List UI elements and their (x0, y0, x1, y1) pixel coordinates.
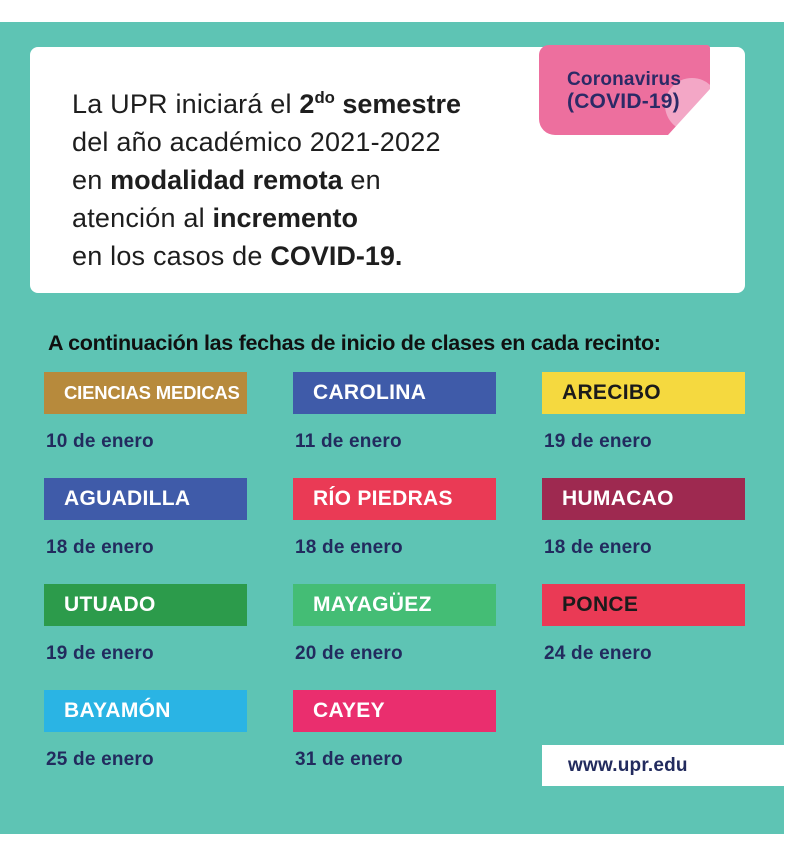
campus-badge: CIENCIAS MEDICAS (44, 372, 247, 414)
campus-start-date: 18 de enero (295, 537, 403, 558)
campus-badge: RÍO PIEDRAS (293, 478, 496, 520)
coronavirus-sticker (539, 45, 710, 135)
campus-cell (542, 478, 745, 584)
campus-start-date: 18 de enero (544, 537, 652, 558)
intro-line1: La UPR iniciará el $2^{do}$ semestre (72, 88, 461, 119)
intro-line4: atención al incremento (72, 203, 359, 233)
campus-cell (293, 690, 496, 796)
campus-grid (44, 372, 745, 796)
intro-line5: en los casos de COVID-19. (72, 241, 403, 271)
campus-start-date: 20 de enero (295, 643, 403, 664)
campus-badge: MAYAGÜEZ (293, 584, 496, 626)
campus-cell (44, 478, 247, 584)
campus-cell (44, 690, 247, 796)
campus-start-date: 18 de enero (46, 537, 154, 558)
campus-start-date: 19 de enero (544, 431, 652, 452)
sticker-line1: Coronavirus (567, 69, 682, 90)
sticker-label (567, 69, 681, 113)
campus-start-date: 10 de enero (46, 431, 154, 452)
campus-cell (293, 584, 496, 690)
campus-cell (542, 584, 745, 690)
campus-badge: CAROLINA (293, 372, 496, 414)
sticker-line2: (COVID-19) (567, 90, 680, 113)
campus-start-date: 24 de enero (544, 643, 652, 664)
campus-badge: HUMACAO (542, 478, 745, 520)
campus-badge: PONCE (542, 584, 745, 626)
campus-cell (44, 584, 247, 690)
campus-cell (293, 372, 496, 478)
intro-line3: en modalidad remota en (72, 165, 381, 195)
campus-badge: AGUADILLA (44, 478, 247, 520)
campus-start-date: 31 de enero (295, 749, 403, 770)
campus-cell (44, 372, 247, 478)
footer-box (542, 745, 787, 786)
campus-badge: CAYEY (293, 690, 496, 732)
section-heading: A continuación las fechas de inicio de clases en cada recinto: (48, 331, 661, 355)
campus-cell (542, 372, 745, 478)
footer-url: www.upr.edu (568, 754, 688, 776)
campus-start-date: 25 de enero (46, 749, 154, 770)
campus-badge: UTUADO (44, 584, 247, 626)
intro-paragraph (72, 85, 542, 275)
superscript-do: do (314, 88, 335, 107)
intro-line2: del año académico 2021-2022 (72, 127, 441, 157)
campus-cell (293, 478, 496, 584)
campus-badge: BAYAMÓN (44, 690, 247, 732)
campus-start-date: 19 de enero (46, 643, 154, 664)
campus-start-date: 11 de enero (295, 431, 402, 452)
campus-badge: ARECIBO (542, 372, 745, 414)
